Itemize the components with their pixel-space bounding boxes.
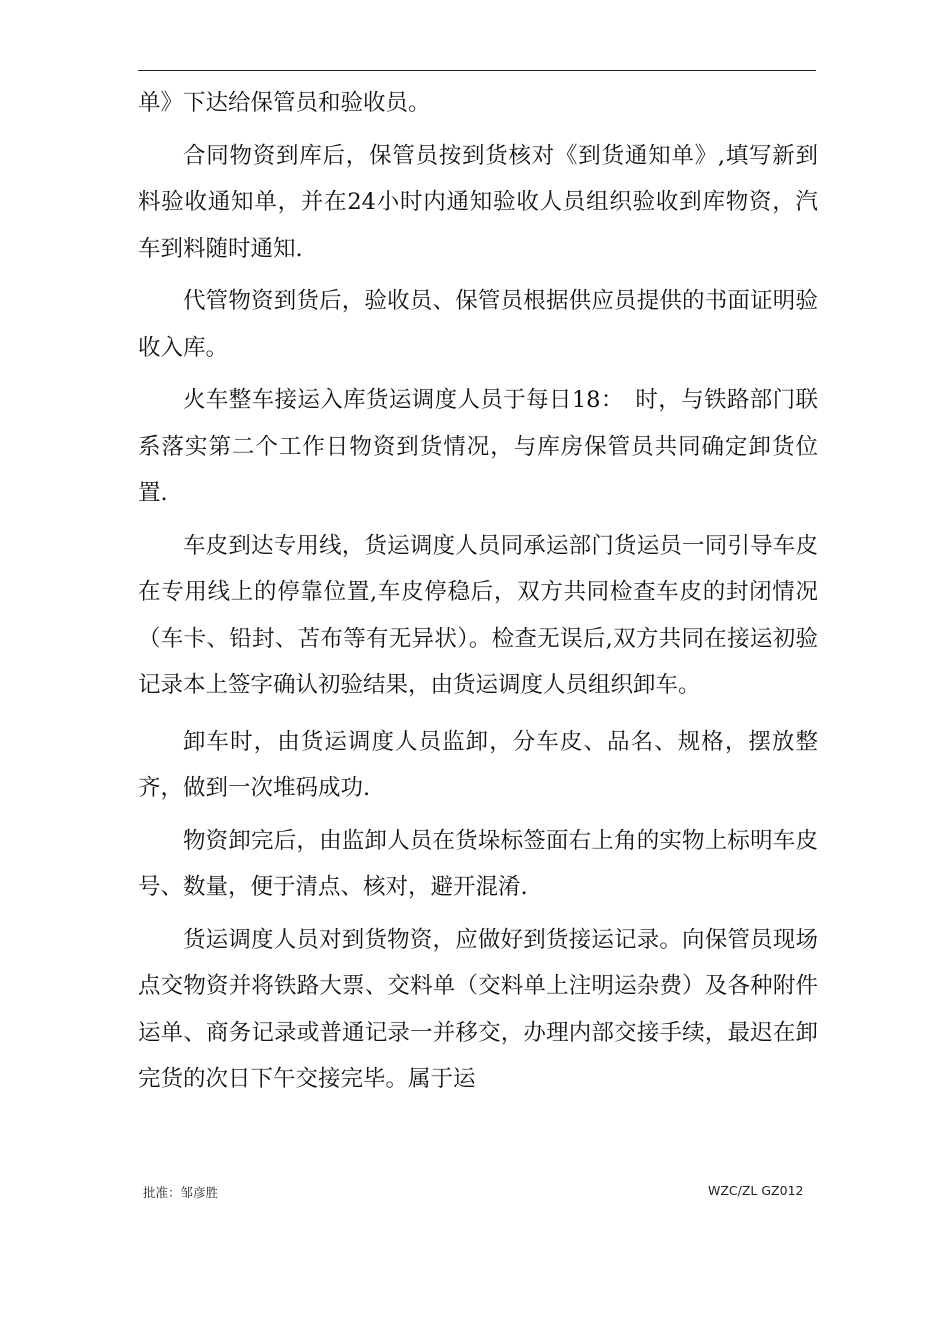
paragraph-contract-goods: 合同物资到库后，保管员按到货核对《到货通知单》,填写新到料验收通知单，并在24小时内通知验收人员组织验收到库物资，汽车到料随时通知. xyxy=(138,142,818,262)
paragraph-unloading: 卸车时，由货运调度人员监卸，分车皮、品名、规格，摆放整齐，做到一次堆码成功. xyxy=(138,728,818,801)
paragraph-after-unloading: 物资卸完后，由监卸人员在货垛标签面右上角的实物上标明车皮号、数量，便于清点、核对，避开混淆. xyxy=(138,827,818,900)
paragraph-continuation: 单》下达给保管员和验收员。 xyxy=(138,90,431,116)
header-rule xyxy=(138,70,816,71)
paragraph-handover: 货运调度人员对到货物资，应做好到货接运记录。向保管员现场点交物资并将铁路大票、交料单（交料单上注明运杂费）及各种附件运单、商务记录或普通记录一并移交，办理内部交接手续，最迟在卸完货的次日下午交接完毕。属于运 xyxy=(138,926,818,1092)
footer-approval: 批准：邹彦胜 xyxy=(143,1185,219,1200)
document-body xyxy=(138,80,818,1109)
paragraph-wagon-arrival: 车皮到达专用线，货运调度人员同承运部门货运员一同引导车皮在专用线上的停靠位置,车皮停稳后，双方共同检查车皮的封闭情况（车卡、铅封、苫布等有无异状）。检查无误后,双方共同在接运初验记录本上签字确认初验结果，由货运调度人员组织卸车。 xyxy=(138,532,818,698)
footer-doc-code: WZC/ZL GZ012 xyxy=(708,1183,804,1198)
paragraph-consigned-goods: 代管物资到货后，验收员、保管员根据供应员提供的书面证明验收入库。 xyxy=(138,288,818,361)
paragraph-train-receiving: 火车整车接运入库货运调度人员于每日18： 时，与铁路部门联系落实第二个工作日物资到货情况，与库房保管员共同确定卸货位置. xyxy=(138,387,818,506)
